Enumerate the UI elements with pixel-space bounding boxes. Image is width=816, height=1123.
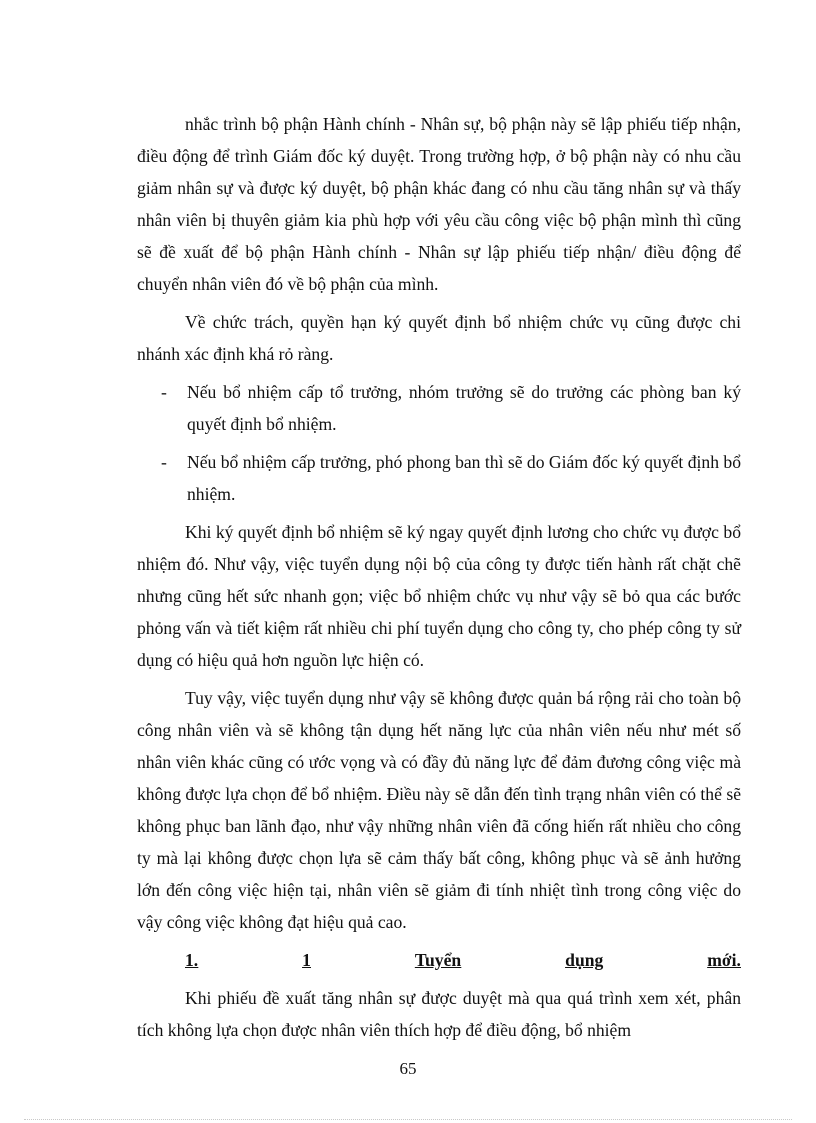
- heading-word-3: mới.: [707, 950, 741, 970]
- heading-number: 1.: [185, 950, 199, 970]
- bullet-list: [137, 376, 741, 510]
- dash-bullet: -: [161, 452, 167, 472]
- list-item: [137, 446, 741, 510]
- paragraph-3: Khi ký quyết định bổ nhiệm sẽ ký ngay quyết định lương cho chức vụ được bổ nhiệm đó. Như vậy, việc tuyển dụng nội bộ của công ty được tiến hành rất chặt chẽ nhưng cũng hết sức nhanh gọn; việc bổ nhiệm chức vụ như vậy sẽ bỏ qua các bước phỏng vấn và tiết kiệm rất nhiều chi phí tuyển dụng cho công ty, cho phép công ty sử dụng có hiệu quả hơn nguồn lực hiện có.: [137, 522, 741, 670]
- footer-divider: [24, 1119, 792, 1120]
- heading-word-1: Tuyển: [414, 950, 462, 970]
- list-item: [137, 376, 741, 440]
- paragraph-1: nhắc trình bộ phận Hành chính - Nhân sự, bộ phận này sẽ lập phiếu tiếp nhận, điều động để trình Giám đốc ký duyệt. Trong trường hợp, ở bộ phận này có nhu cầu giảm nhân sự và được ký duyệt, bộ phận khác đang có nhu cầu tăng nhân sự và thấy nhân viên bị thuyên giảm kia phù hợp với yêu cầu công việc bộ phận mình thì cũng sẽ đề xuất để bộ phận Hành chính - Nhân sự lập phiếu tiếp nhận/ điều động để chuyển nhân viên đó về bộ phận của mình.: [137, 114, 741, 294]
- heading-subnumber: 1: [302, 950, 311, 970]
- list-item-text: Nếu bổ nhiệm cấp tổ trưởng, nhóm trưởng sẽ do trưởng các phòng ban ký quyết định bổ nhiệm.: [187, 382, 741, 434]
- document-page: [137, 108, 741, 1052]
- heading-word-2: dụng: [565, 950, 604, 970]
- list-item-text: Nếu bổ nhiệm cấp trưởng, phó phong ban thì sẽ do Giám đốc ký quyết định bổ nhiệm.: [187, 452, 741, 504]
- paragraph-4: Tuy vậy, việc tuyển dụng như vậy sẽ không được quản bá rộng rải cho toàn bộ công nhân viên và sẽ không tận dụng hết năng lực của nhân viên nếu như mét số nhân viên khác cũng có ước vọng và có đầy đủ năng lực để đảm đương công việc mà không được lựa chọn để bổ nhiệm. Điều này sẽ dẫn đến tình trạng nhân viên có thể sẽ không phục ban lãnh đạo, như vậy những nhân viên đã cống hiến rất nhiều cho công ty mà lại không được chọn lựa sẽ cảm thấy bất công, không phục và sẽ ảnh hưởng lớn đến công việc hiện tại, nhân viên sẽ giảm đi tính nhiệt tình trong công việc do vậy công việc không đạt hiệu quả cao.: [137, 688, 741, 932]
- paragraph-2: Về chức trách, quyền hạn ký quyết định bổ nhiệm chức vụ cũng được chi nhánh xác định khá rỏ ràng.: [137, 312, 741, 364]
- section-heading: [185, 944, 741, 976]
- page-number: 65: [399, 1059, 417, 1078]
- dash-bullet: -: [161, 382, 167, 402]
- paragraph-5: Khi phiếu đề xuất tăng nhân sự được duyệt mà qua quá trình xem xét, phân tích không lựa chọn được nhân viên thích hợp để điều động, bổ nhiệm: [137, 988, 741, 1040]
